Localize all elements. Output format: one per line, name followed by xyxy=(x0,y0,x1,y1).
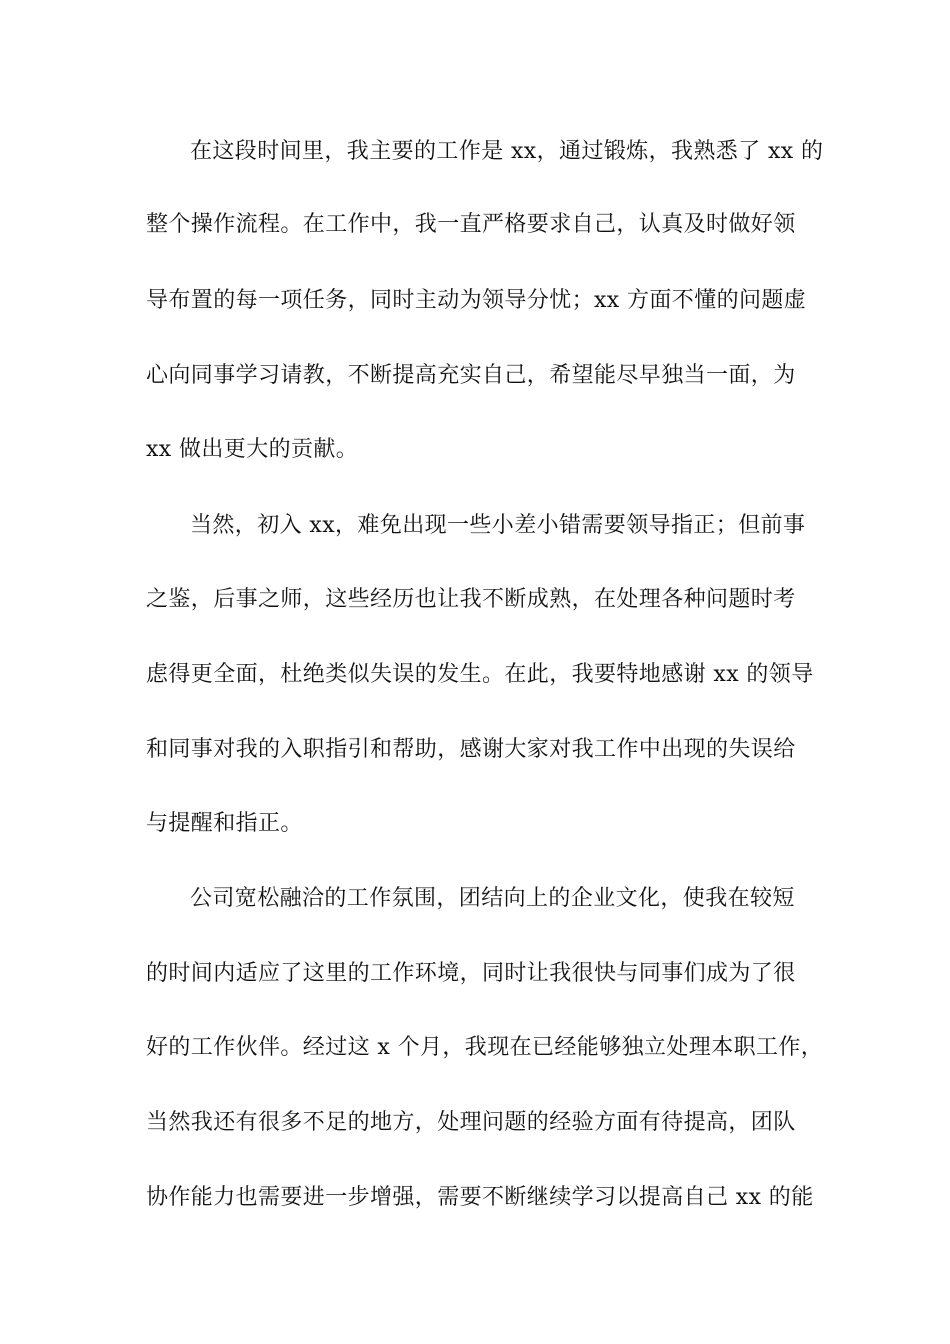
paragraph-3-line-2: 的时间内适应了这里的工作环境，同时让我很快与同事们成为了很 xyxy=(146,961,796,986)
paragraph-3-line-5: 协作能力也需要进一步增强，需要不断继续学习以提高自己 xx 的能 xyxy=(146,1185,814,1210)
paragraph-3-line-4: 当然我还有很多不足的地方，处理问题的经验方面有待提高，团队 xyxy=(146,1110,796,1135)
paragraph-1-line-1: 在这段时间里，我主要的工作是 xx，通过锻炼，我熟悉了 xx 的 xyxy=(190,139,824,164)
paragraph-2-line-5: 与提醒和指正。 xyxy=(146,811,303,836)
paragraph-3-line-3: 好的工作伙伴。经过这 x 个月，我现在已经能够独立处理本职工作， xyxy=(146,1035,824,1060)
paragraph-1-line-3: 导布置的每一项任务，同时主动为领导分忧；xx 方面不懂的问题虚 xyxy=(146,288,807,313)
paragraph-3-line-1: 公司宽松融洽的工作氛围，团结向上的企业文化，使我在较短 xyxy=(190,886,795,911)
paragraph-2-line-4: 和同事对我的入职指引和帮助，感谢大家对我工作中出现的失误给 xyxy=(146,737,796,762)
paragraph-1-line-2: 整个操作流程。在工作中，我一直严格要求自己，认真及时做好领 xyxy=(146,212,796,237)
paragraph-2-line-2: 之鉴，后事之师，这些经历也让我不断成熟，在处理各种问题时考 xyxy=(146,587,796,612)
paragraph-2-line-1: 当然，初入 xx，难免出现一些小差小错需要领导指正；但前事 xyxy=(190,513,806,538)
paragraph-2-line-3: 虑得更全面，杜绝类似失误的发生。在此，我要特地感谢 xx 的领导 xyxy=(146,662,814,687)
paragraph-1-line-4: 心向同事学习请教，不断提高充实自己，希望能尽早独当一面，为 xyxy=(146,363,796,388)
paragraph-1-line-5: xx 做出更大的贡献。 xyxy=(146,437,359,462)
